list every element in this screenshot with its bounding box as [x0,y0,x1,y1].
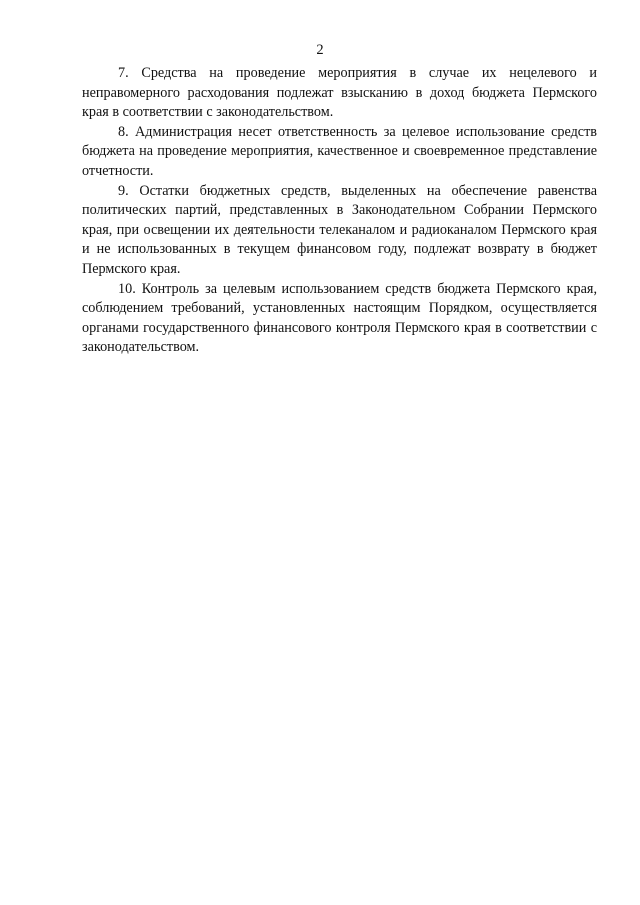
document-body [82,64,597,358]
paragraph-8: 8. Администрация несет ответственность за целевое использование средств бюджета на проведение мероприятия, качественное и своевременное представление отчетности. [82,123,597,179]
paragraph-9: 9. Остатки бюджетных средств, выделенных на обеспечение равенства политических партий, представленных в Законодательном Собрании Пермского края, при освещении их деятельности телеканалом и радиоканалом Пермского края и не использованных в текущем финансовом году, подлежат возврату в бюджет Пермского края. [82,182,597,277]
paragraph-7: 7. Средства на проведение мероприятия в случае их нецелевого и неправомерного расходования подлежат взысканию в доход бюджета Пермского края в соответствии с законодательством. [82,65,597,121]
page-number: 2 [316,42,324,58]
paragraph-10: 10. Контроль за целевым использованием средств бюджета Пермского края, соблюдением требований, установленных настоящим Порядком, осуществляется органами государственного финансового контроля Пермского края в соответствии с законодательством. [82,280,597,356]
